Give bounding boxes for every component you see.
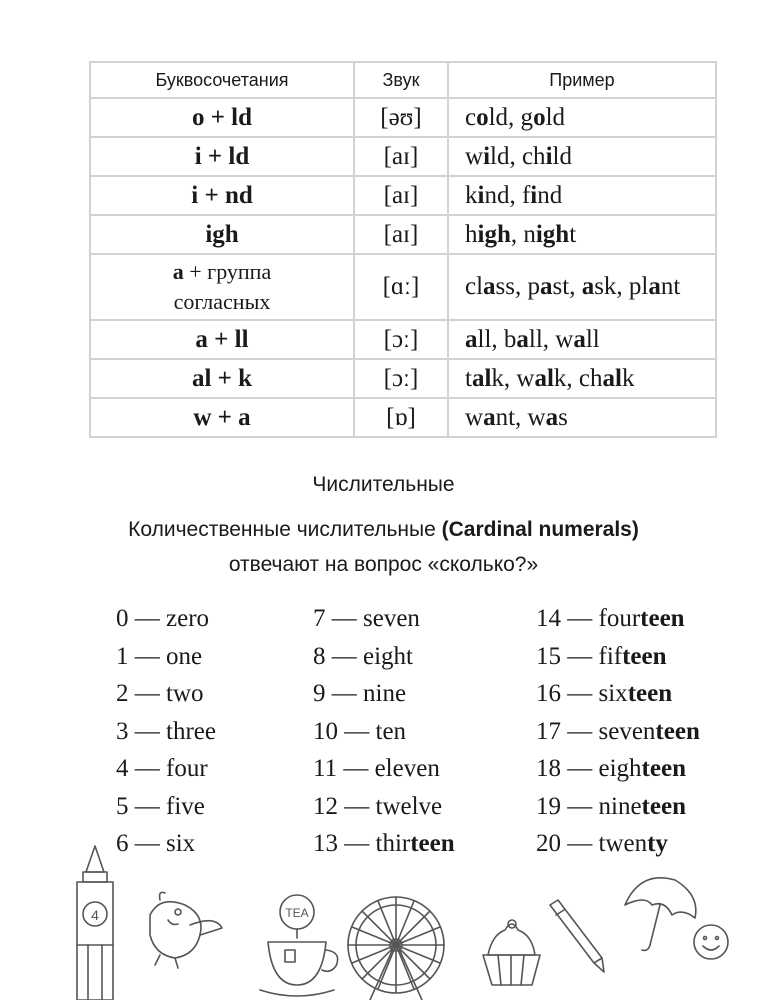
header-sound: Звук bbox=[354, 62, 448, 98]
numeral-number: 9 bbox=[313, 680, 326, 707]
highlighted-letters: a bbox=[540, 273, 553, 300]
numeral-item: 12 — twelve bbox=[313, 792, 443, 820]
example-text: k bbox=[465, 181, 478, 209]
example-text: ll, b bbox=[477, 325, 517, 353]
table-row bbox=[90, 137, 716, 176]
numeral-number: 1 bbox=[116, 642, 129, 670]
numeral-item: 18 — eighteen bbox=[536, 755, 686, 782]
example-text: nd bbox=[537, 181, 563, 209]
numeral-number: 18 bbox=[536, 755, 561, 782]
example-text: ll, w bbox=[528, 325, 574, 353]
numeral-word: ten bbox=[375, 717, 407, 745]
clock-number: 4 bbox=[91, 907, 99, 923]
numeral-item: 16 — sixteen bbox=[536, 680, 673, 707]
example-cell bbox=[448, 398, 716, 437]
numeral-word: four bbox=[166, 755, 208, 782]
numeral-word: seven bbox=[363, 605, 420, 632]
cup-tag-text: TEA bbox=[285, 906, 309, 920]
numeral-suffix: teen bbox=[627, 680, 673, 707]
cupcake-icon bbox=[483, 920, 540, 985]
example-text: h bbox=[465, 220, 478, 248]
numeral-item: 11 — eleven bbox=[313, 755, 440, 782]
doodle-illustrations bbox=[0, 840, 767, 1000]
numeral-word: seven bbox=[598, 717, 656, 745]
combo-cell: o + ld bbox=[90, 98, 354, 137]
example-text: t bbox=[569, 220, 577, 248]
bird-icon bbox=[150, 892, 222, 968]
example-text: nt, w bbox=[495, 403, 546, 431]
example-text: w bbox=[465, 403, 484, 431]
sound-cell: [əʊ] bbox=[354, 98, 448, 137]
numeral-number: 7 bbox=[313, 605, 326, 632]
example-text: ld, g bbox=[488, 103, 534, 131]
example-text: c bbox=[465, 103, 477, 131]
example-text: nt bbox=[660, 273, 681, 300]
numeral-suffix: teen bbox=[410, 830, 455, 857]
intro-term: (Cardinal numerals) bbox=[441, 518, 639, 541]
numeral-number: 12 bbox=[313, 792, 338, 820]
numeral-suffix: teen bbox=[622, 642, 667, 670]
numeral-item: 20 — twenty bbox=[536, 830, 668, 857]
numeral-item: 6 — six bbox=[116, 830, 196, 857]
highlighted-letters: i bbox=[530, 181, 538, 209]
highlighted-letters: a bbox=[483, 403, 496, 431]
numeral-number: 0 bbox=[116, 605, 129, 632]
numeral-item: 3 — three bbox=[116, 717, 216, 745]
numeral-item: 7 — seven bbox=[313, 605, 420, 632]
numeral-suffix: teen bbox=[640, 605, 685, 632]
highlighted-letters: o bbox=[476, 103, 489, 131]
numeral-number: 4 bbox=[116, 755, 129, 782]
example-cell bbox=[448, 215, 716, 254]
pen-icon bbox=[550, 900, 604, 972]
numeral-word: four bbox=[598, 605, 641, 632]
table-row bbox=[90, 320, 716, 359]
numeral-number: 17 bbox=[536, 717, 561, 745]
highlighted-letters: a bbox=[581, 273, 595, 300]
numeral-suffix: teen bbox=[655, 717, 700, 745]
example-cell bbox=[448, 137, 716, 176]
example-text: k bbox=[621, 364, 635, 392]
table-row bbox=[90, 176, 716, 215]
highlighted-letters: al bbox=[602, 364, 622, 392]
numeral-word: six bbox=[166, 830, 196, 857]
example-text: k, ch bbox=[553, 364, 603, 392]
numeral-item: 13 — thirteen bbox=[313, 830, 455, 857]
numeral-item: 15 — fifteen bbox=[536, 642, 667, 670]
numeral-word: zero bbox=[166, 605, 210, 632]
numeral-number: 15 bbox=[536, 642, 561, 670]
example-cell bbox=[448, 359, 716, 398]
numeral-item: 4 — four bbox=[116, 755, 208, 782]
numeral-number: 6 bbox=[116, 830, 129, 857]
highlighted-letters: i bbox=[483, 142, 491, 170]
combo-cell: w + a bbox=[90, 398, 354, 437]
highlighted-letters: i bbox=[477, 181, 485, 209]
numeral-item: 9 — nine bbox=[313, 680, 407, 707]
numeral-word: six bbox=[598, 680, 628, 707]
example-text: ld, ch bbox=[490, 142, 546, 170]
sound-cell: [ɔː] bbox=[354, 320, 448, 359]
example-text: t bbox=[465, 364, 472, 392]
example-cell bbox=[448, 320, 716, 359]
combo-cell: al + k bbox=[90, 359, 354, 398]
numeral-number: 10 bbox=[313, 717, 338, 745]
numeral-word: fif bbox=[598, 642, 623, 670]
example-cell bbox=[448, 98, 716, 137]
numeral-word: nine bbox=[598, 792, 642, 820]
highlighted-letters: i bbox=[545, 142, 553, 170]
header-example: Пример bbox=[448, 62, 716, 98]
sound-cell: [aɪ] bbox=[354, 137, 448, 176]
numeral-suffix: teen bbox=[641, 755, 686, 782]
example-text: w bbox=[465, 142, 484, 170]
intro-line-2: отвечают на вопрос «сколько?» bbox=[228, 553, 539, 576]
table-row bbox=[90, 98, 716, 137]
sound-cell: [ɑː] bbox=[354, 254, 448, 320]
example-cell bbox=[448, 254, 716, 320]
numeral-word: twelve bbox=[375, 792, 443, 820]
numeral-item: 8 — eight bbox=[313, 642, 413, 670]
highlighted-letters: al bbox=[471, 364, 492, 392]
combo-cell: i + ld bbox=[90, 137, 354, 176]
highlighted-letters: a bbox=[573, 325, 586, 353]
numeral-number: 19 bbox=[536, 792, 561, 820]
smiley-icon bbox=[694, 925, 728, 959]
intro-line-1: Количественные числительные (Cardinal numerals) bbox=[128, 518, 639, 541]
table-header-row bbox=[90, 62, 716, 98]
combo-cell: igh bbox=[90, 215, 354, 254]
example-text: sk, pl bbox=[594, 273, 649, 300]
table-row bbox=[90, 215, 716, 254]
highlighted-letters: igh bbox=[535, 220, 570, 248]
sound-cell: [aɪ] bbox=[354, 176, 448, 215]
highlighted-letters: a bbox=[516, 325, 529, 353]
numerals-column-3 bbox=[536, 600, 700, 863]
combo-cell: a + группа согласных bbox=[90, 254, 354, 320]
highlighted-letters: a bbox=[545, 403, 559, 431]
table-row bbox=[90, 359, 716, 398]
example-text: , n bbox=[510, 220, 536, 248]
numeral-item: 10 — ten bbox=[313, 717, 407, 745]
header-combinations: Буквосочетания bbox=[90, 62, 354, 98]
highlighted-letters: al bbox=[534, 364, 554, 392]
example-text: nd, f bbox=[484, 181, 531, 209]
numeral-number: 13 bbox=[313, 830, 338, 857]
numeral-word: twen bbox=[598, 830, 648, 857]
umbrella-icon bbox=[625, 878, 696, 951]
ferris-wheel-icon bbox=[348, 897, 444, 1000]
example-text: st, bbox=[552, 273, 582, 300]
example-cell bbox=[448, 176, 716, 215]
example-text: cl bbox=[465, 273, 484, 300]
big-ben-icon bbox=[77, 846, 113, 1000]
numeral-item: 2 — two bbox=[116, 680, 204, 707]
highlighted-letters: o bbox=[533, 103, 546, 131]
numeral-number: 11 bbox=[313, 755, 338, 782]
sound-cell: [aɪ] bbox=[354, 215, 448, 254]
numeral-item: 17 — seventeen bbox=[536, 717, 700, 745]
numeral-number: 5 bbox=[116, 792, 129, 820]
numeral-number: 2 bbox=[116, 680, 129, 707]
numeral-word: two bbox=[166, 680, 204, 707]
letter-combinations-table bbox=[89, 61, 717, 438]
section-title: Числительные bbox=[312, 473, 455, 496]
numeral-number: 3 bbox=[116, 717, 129, 745]
numeral-item: 14 — fourteen bbox=[536, 605, 685, 632]
example-text: ld bbox=[545, 103, 566, 131]
example-text: ss, p bbox=[495, 273, 541, 300]
highlighted-letters: a bbox=[483, 273, 496, 300]
highlighted-letters: a bbox=[465, 325, 478, 353]
numeral-item: 1 — one bbox=[116, 642, 203, 670]
numerals-column-1 bbox=[116, 600, 216, 863]
numerals-column-2 bbox=[313, 600, 455, 863]
numeral-word: eight bbox=[363, 642, 413, 670]
numeral-word: one bbox=[166, 642, 203, 670]
numeral-number: 16 bbox=[536, 680, 561, 707]
table-row bbox=[90, 398, 716, 437]
example-text: k, w bbox=[491, 364, 535, 392]
example-text: s bbox=[558, 403, 568, 431]
numeral-word: eleven bbox=[374, 755, 440, 782]
highlighted-letters: a bbox=[648, 273, 661, 300]
numeral-item: 5 — five bbox=[116, 792, 205, 820]
numeral-word: three bbox=[166, 717, 216, 745]
numeral-suffix: teen bbox=[641, 792, 686, 820]
combo-cell: a + ll bbox=[90, 320, 354, 359]
numeral-word: thir bbox=[375, 830, 411, 857]
numeral-number: 8 bbox=[313, 642, 326, 670]
combo-cell: i + nd bbox=[90, 176, 354, 215]
numeral-number: 14 bbox=[536, 605, 561, 632]
numeral-word: five bbox=[166, 792, 205, 820]
numeral-word: nine bbox=[363, 680, 407, 707]
numeral-number: 20 bbox=[536, 830, 561, 857]
numeral-item: 19 — nineteen bbox=[536, 792, 686, 820]
numeral-item: 0 — zero bbox=[116, 605, 210, 632]
numeral-suffix: ty bbox=[647, 830, 668, 857]
sound-cell: [ɒ] bbox=[354, 398, 448, 437]
highlighted-letters: igh bbox=[477, 220, 511, 248]
numeral-word: eigh bbox=[598, 755, 642, 782]
table-row bbox=[90, 254, 716, 320]
example-text: ll bbox=[585, 325, 600, 353]
example-text: ld bbox=[552, 142, 572, 170]
sound-cell: [ɔː] bbox=[354, 359, 448, 398]
